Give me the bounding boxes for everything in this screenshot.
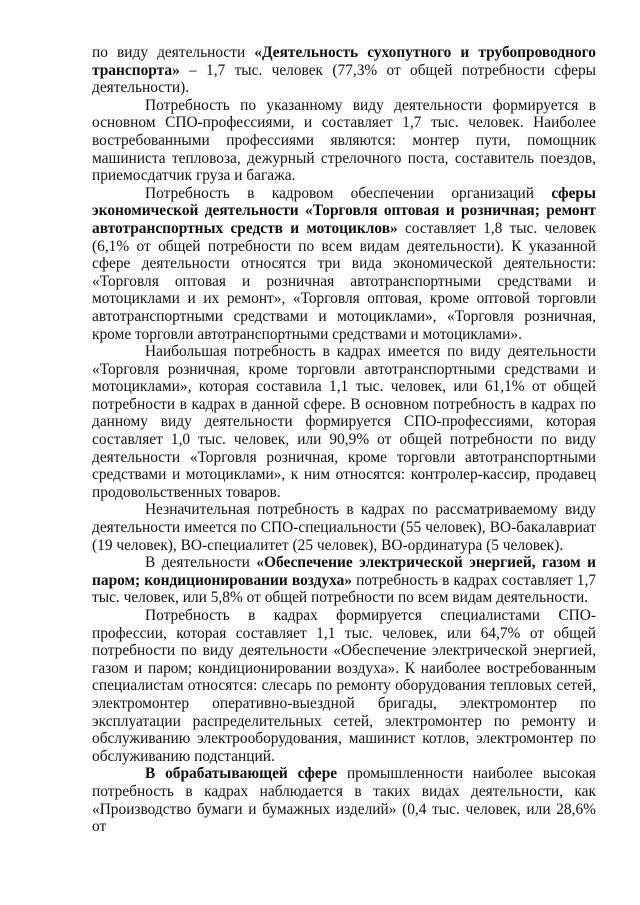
paragraph-5	[92, 501, 596, 554]
text-run: Потребность в кадровом обеспечении организаций	[145, 184, 552, 202]
text-run: Потребность по указанному виду деятельности формируется в основном СПО-профессиями, и составляет 1,7 тыс. человек. Наиболее востребованными профессиями являются: монтер пути, помощник машиниста тепловоза, дежурный стрелочного поста, составитель поездов, приемосдатчик груза и багажа.	[92, 96, 596, 185]
text-run: Незначительная потребность в кадрах по рассматриваемому виду деятельности имеется по СПО-специальности (55 человек), ВО-бакалавриат (19 человек), ВО-специалитет (25 человек), ВО-ординатура (5 человек).	[92, 501, 596, 554]
bold-text-run: В обрабатывающей сфере	[145, 765, 338, 783]
text-run: В деятельности	[145, 554, 257, 572]
paragraph-8	[92, 765, 596, 835]
paragraph-3	[92, 185, 596, 343]
bold-text-run: «Обеспечение электрической энергией, газом и паром; кондиционировании воздуха»	[92, 554, 596, 589]
text-run: по виду деятельности	[92, 44, 255, 61]
paragraph-2	[92, 97, 596, 185]
text-run: Потребность в кадрах формируется специалистами СПО-профессии, которая составляет 1,1 тыс. человек, или 64,7% от общей потребности по виду деятельности «Обеспечение электрической энергией, газом и паром; кондиционировании воздуха». К наиболее востребованным специалистам относятся: слесарь по ремонту оборудования тепловых сетей, электромонтер оперативно-выездной бригады, электромонтер по эксплуатации распределительных сетей, электромонтер по ремонту и обслуживанию электрооборудования, машинист котлов, электромонтер по обслуживанию подстанций.	[92, 607, 596, 765]
text-run: промышленности наиболее высокая потребность в кадрах наблюдается в таких видах деятельности, как «Производство бумаги и бумажных изделий» (0,4 тыс. человек, или 28,6% от	[92, 765, 596, 836]
text-run: – 1,7 тыс. человек (77,3% от общей потребности сферы деятельности).	[92, 61, 596, 97]
bold-text-run: сферы экономической деятельности «Торговля оптовая и розничная; ремонт автотранспортных средств и мотоциклов»	[92, 184, 596, 237]
text-run: Наибольшая потребность в кадрах имеется по виду деятельности «Торговля розничная, кроме торговли автотранспортными средствами и мотоциклами», которая составила 1,1 тыс. человек, или 61,1% от общей потребности в кадрах в данной сфере. В основном потребность в кадрах по данному виду деятельности формируется СПО-профессиями, которая составляет 1,0 тыс. человек, или 90,9% от общей потребности по виду деятельности «Торговля розничная, кроме торговли автотранспортными средствами и мотоциклами», к ним относятся: контролер-кассир, продавец продовольственных товаров.	[92, 343, 596, 501]
paragraph-6	[92, 554, 596, 607]
document-body	[92, 44, 596, 836]
paragraph-4	[92, 343, 596, 501]
text-run: потребность в кадрах составляет 1,7 тыс. человек, или 5,8% от общей потребности по всем видам деятельности.	[92, 571, 596, 607]
paragraph-7	[92, 607, 596, 765]
text-run: составляет 1,8 тыс. человек (6,1% от общей потребности по всем видам деятельности). К указанной сфере деятельности относятся три вида экономической деятельности: «Торговля оптовая и розничная автотранспортными средствами и мотоциклами и их ремонт», «Торговля оптовая, кроме оптовой торговли автотранспортными средствами и мотоциклами», «Торговля розничная, кроме торговли автотранспортными средствами и мотоциклами».	[92, 219, 596, 343]
bold-text-run: «Деятельность сухопутного и трубопроводного транспорта»	[92, 44, 596, 79]
paragraph-1	[92, 44, 596, 97]
